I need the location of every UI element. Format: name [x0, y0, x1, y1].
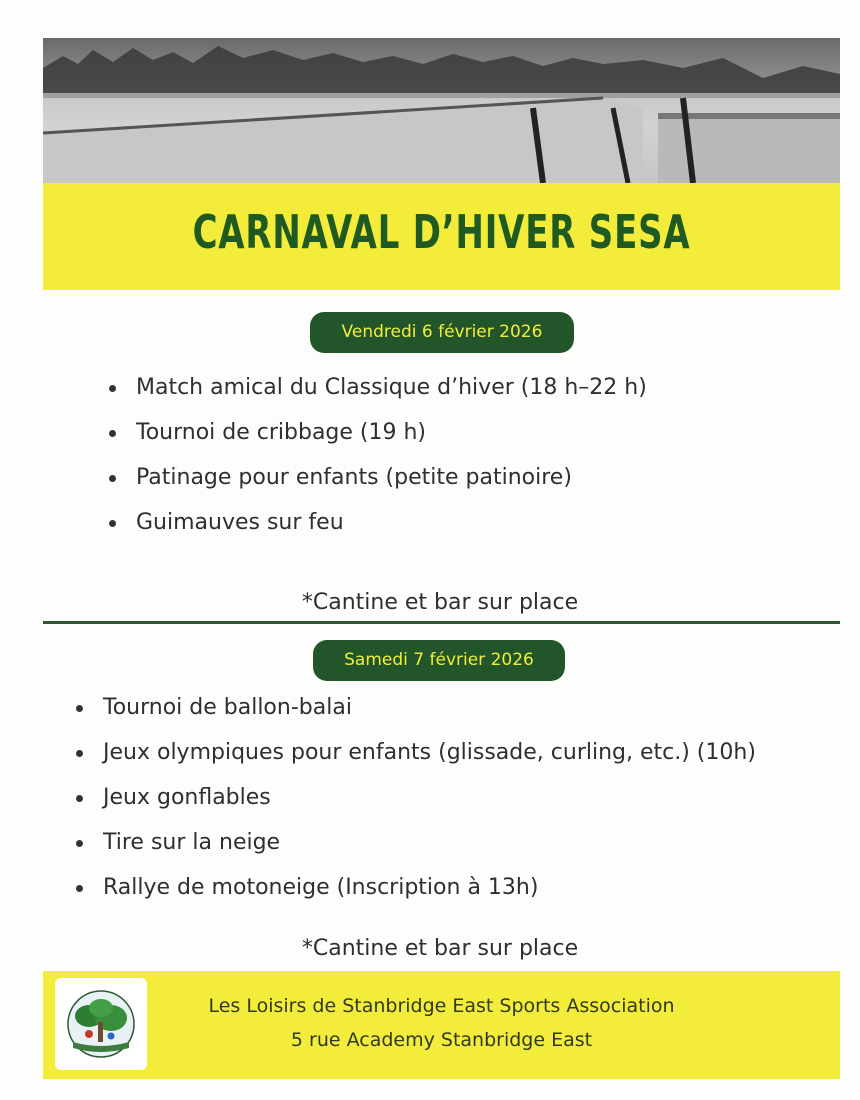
section-divider — [43, 621, 840, 624]
saturday-canteen-note: *Cantine et bar sur place — [301, 936, 579, 961]
list-item: Tire sur la neige — [76, 820, 756, 865]
friday-event-list — [109, 365, 647, 545]
saturday-event-list — [76, 685, 756, 910]
list-item: Rallye de motoneige (Inscription à 13h) — [76, 865, 756, 910]
hero-photo — [43, 38, 840, 183]
list-item: Jeux gonflables — [76, 775, 756, 820]
list-item: Guimauves sur feu — [109, 500, 647, 545]
community-center-logo — [55, 978, 147, 1070]
friday-date-badge: Vendredi 6 février 2026 — [310, 312, 574, 353]
saturday-date-badge: Samedi 7 février 2026 — [313, 640, 565, 681]
friday-canteen-note: *Cantine et bar sur place — [301, 590, 579, 615]
list-item: Patinage pour enfants (petite patinoire) — [109, 455, 647, 500]
organization-address: 5 rue Academy Stanbridge East — [290, 1029, 593, 1051]
footer-banner — [43, 971, 840, 1079]
page-title: CARNAVAL D’HIVER SESA — [192, 205, 691, 259]
list-item: Tournoi de ballon-balai — [76, 685, 756, 730]
list-item: Tournoi de cribbage (19 h) — [109, 410, 647, 455]
title-banner — [43, 183, 840, 290]
list-item: Jeux olympiques pour enfants (glissade, curling, etc.) (10h) — [76, 730, 756, 775]
rink-photo-graphic — [43, 38, 840, 183]
list-item: Match amical du Classique d’hiver (18 h–22 h) — [109, 365, 647, 410]
organization-name: Les Loisirs de Stanbridge East Sports Association — [208, 995, 675, 1017]
